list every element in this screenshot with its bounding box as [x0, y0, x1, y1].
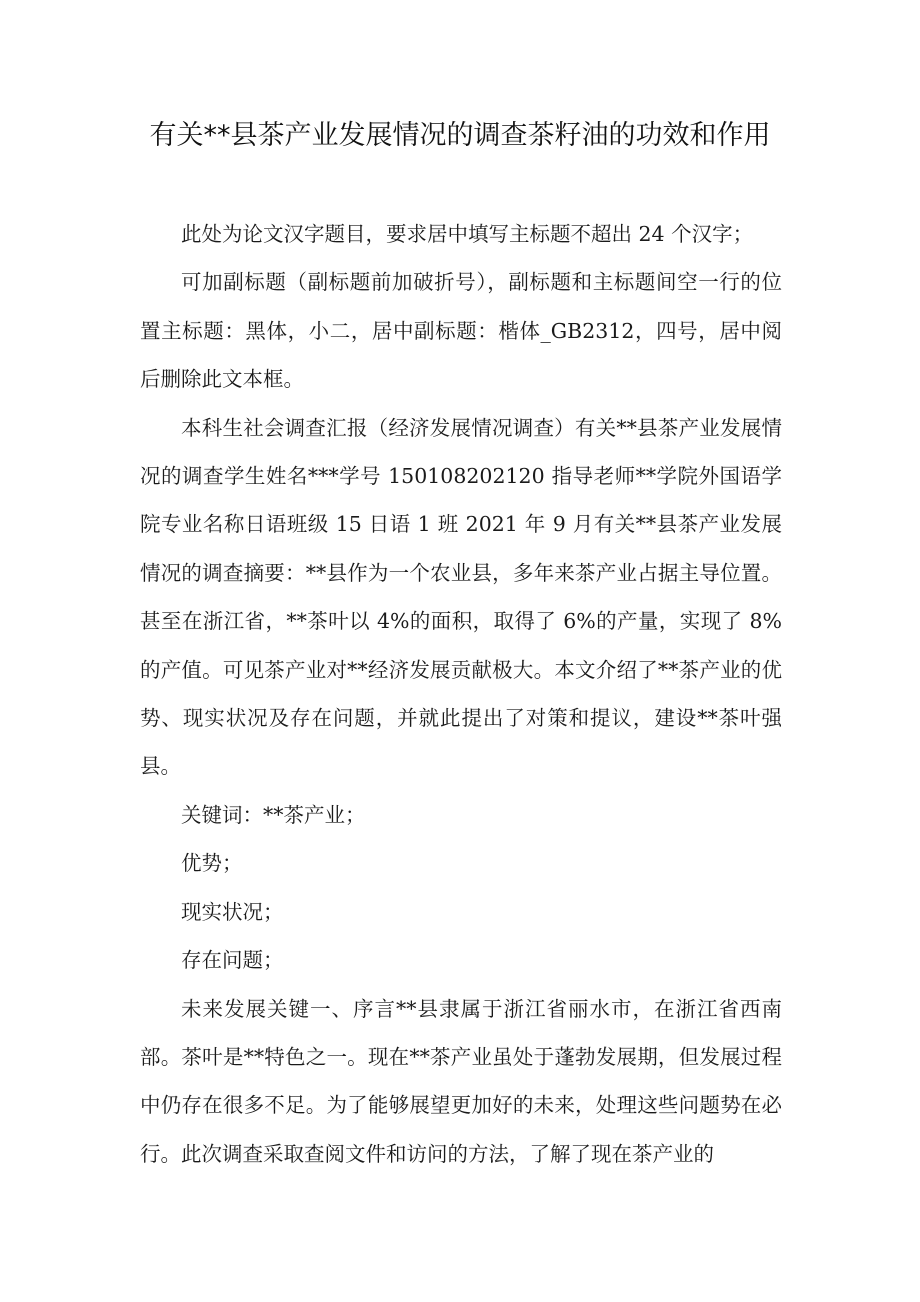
document-body — [140, 210, 782, 1178]
paragraph-keyword-advantages: 优势； — [181, 851, 243, 876]
paragraph-title-instruction: 此处为论文汉字题目，要求居中填写主标题不超出 24 个汉字； — [181, 222, 754, 246]
paragraph-abstract: 本科生社会调查汇报（经济发展情况调查）有关**县茶产业发展情况的调查学生姓名***学号 150108202120 指导老师**学院外国语学院专业名称日语班级 15 日语 1 班 2021 年 9 月有关**县茶产业发展情况的调查摘要：**县作为一个农业县，多年来茶产业占据主导位置。甚至在浙江省，**茶叶以 4%的面积，取得了 6%的产量，实现了 8%的产值。可见茶产业对**经济发展贡献极大。本文介绍了**茶产业的优势、现实状况及存在问题，并就此提出了对策和提议，建设**茶叶强县。 — [140, 415, 782, 779]
document-title: 有关**县茶产业发展情况的调查茶籽油的功效和作用 — [149, 120, 771, 151]
paragraph-keyword-status: 现实状况； — [181, 899, 284, 924]
paragraph-keywords: 关键词：**茶产业； — [181, 802, 366, 827]
paragraph-keyword-problems: 存在问题； — [181, 948, 284, 973]
paragraph-subtitle-instruction: 可加副标题（副标题前加破折号），副标题和主标题间空一行的位置主标题：黑体，小二，居中副标题：楷体_GB2312，四号，居中阅后删除此文本框。 — [140, 270, 782, 392]
paragraph-introduction: 未来发展关键一、序言**县隶属于浙江省丽水市，在浙江省西南部。茶叶是**特色之一。现在**茶产业虽处于蓬勃发展期，但发展过程中仍存在很多不足。为了能够展望更加好的未来，处理这些问题势在必行。此次调查采取查阅文件和访问的方法，了解了现在茶产业的 — [140, 996, 782, 1166]
